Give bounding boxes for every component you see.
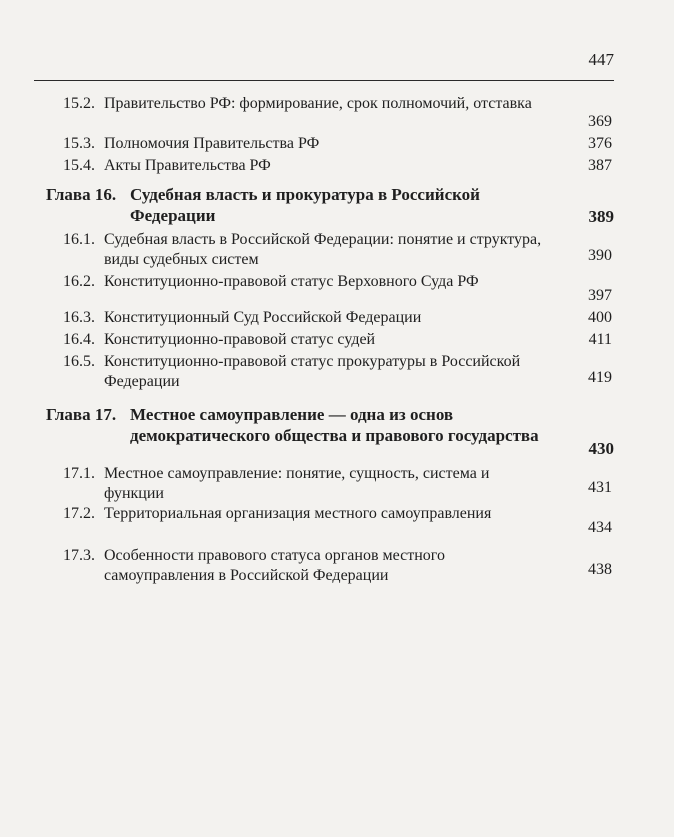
- toc-page: 438: [588, 561, 612, 578]
- toc-title: Полномочия Правительства РФ: [104, 135, 320, 152]
- toc-number: 17.3.: [63, 547, 95, 564]
- toc-title: Судебная власть в Российской Федерации: понятие и структура, виды судебных систем: [104, 231, 542, 268]
- toc-title: Местное самоуправление: понятие, сущность, система и функции: [104, 465, 490, 502]
- toc-title: Территориальная организация местного самоуправления: [104, 505, 492, 522]
- page-number: 447: [588, 50, 614, 69]
- toc-number: 16.3.: [63, 309, 95, 326]
- toc-page: 431: [588, 479, 612, 496]
- toc-page: 397: [588, 287, 612, 304]
- toc-number: Глава 16.: [46, 185, 117, 204]
- toc-number: 15.3.: [63, 135, 95, 152]
- toc-number: 15.2.: [63, 95, 95, 112]
- toc-number: 17.1.: [63, 465, 95, 482]
- toc-number: 16.1.: [63, 231, 95, 248]
- toc-page: 400: [588, 309, 612, 326]
- toc-number: 16.2.: [63, 273, 95, 290]
- toc-title: Акты Правительства РФ: [104, 157, 271, 174]
- toc-page: 376: [588, 135, 612, 152]
- toc-page: 434: [588, 519, 612, 536]
- toc-page: 411: [588, 331, 612, 348]
- toc-title: Судебная власть и прокуратура в Российской Федерации: [130, 185, 480, 225]
- toc-page: 390: [588, 247, 612, 264]
- toc-title: Местное самоуправление — одна из основ демократического общества и правового государства: [130, 405, 539, 445]
- header-rule: [34, 80, 614, 81]
- toc-page: 419: [588, 369, 612, 386]
- toc-title: Конституционно-правовой статус Верховного Суда РФ: [104, 273, 479, 290]
- toc-number: Глава 17.: [46, 405, 117, 424]
- toc-number: 16.4.: [63, 331, 95, 348]
- toc-title: Конституционный Суд Российской Федерации: [104, 309, 422, 326]
- toc-number: 16.5.: [63, 353, 95, 370]
- toc-page: 389: [588, 207, 614, 226]
- toc-number: 17.2.: [63, 505, 95, 522]
- toc-page: 369: [588, 113, 612, 130]
- toc-page: 387: [588, 157, 612, 174]
- toc-title: Правительство РФ: формирование, срок полномочий, отставка: [104, 95, 532, 112]
- toc-title: Конституционно-правовой статус прокуратуры в Российской Федерации: [104, 353, 521, 390]
- toc-number: 15.4.: [63, 157, 95, 174]
- toc-title: Особенности правового статуса органов местного самоуправления в Российской Федерации: [104, 547, 445, 584]
- toc-page: 430: [588, 439, 614, 458]
- toc-title: Конституционно-правовой статус судей: [104, 331, 376, 348]
